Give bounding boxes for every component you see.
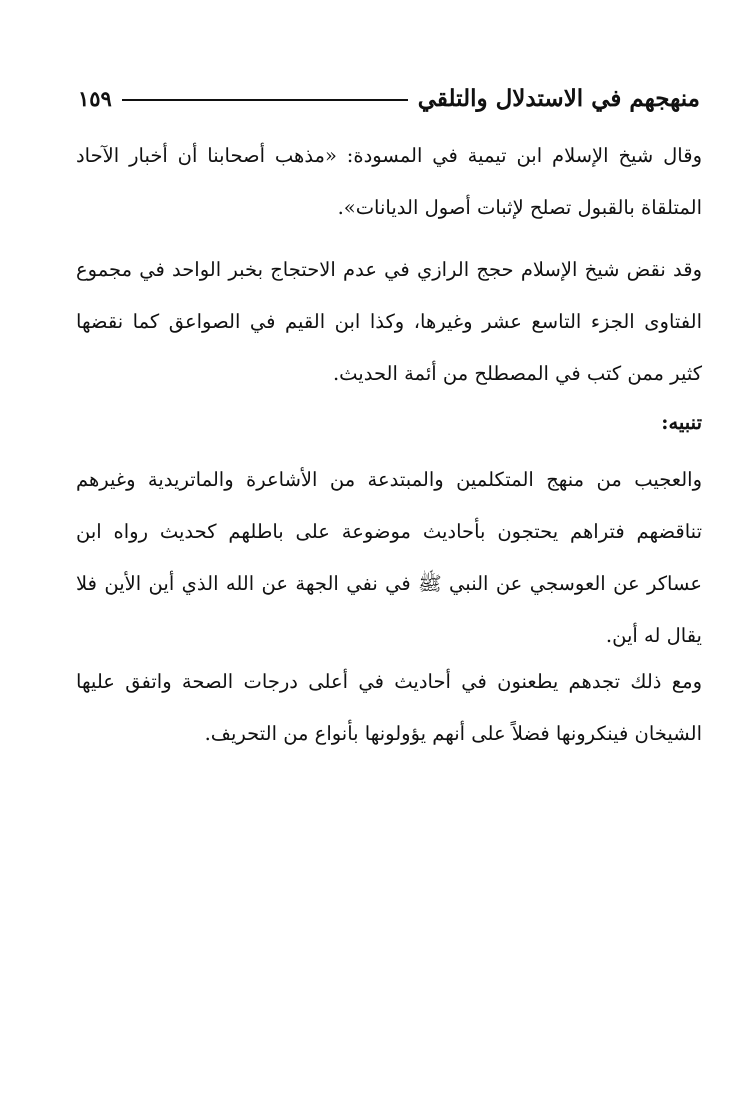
note-heading-text: تنبيه: — [661, 411, 702, 434]
paragraph-2 — [76, 244, 702, 400]
paragraph-1 — [76, 130, 702, 234]
page-header — [78, 78, 700, 118]
paragraph-text: وقال شيخ الإسلام ابن تيمية في المسودة: «مذهب أصحابنا أن أخبار الآحاد المتلقاة بالقبول تصلح لإثبات أصول الديانات». — [76, 144, 702, 219]
paragraph-3 — [76, 454, 702, 662]
note-heading — [76, 397, 702, 449]
paragraph-text: ومع ذلك تجدهم يطعنون في أحاديث في أعلى درجات الصحة واتفق عليها الشيخان فينكرونها فضلاً على أنهم يؤولونها بأنواع من التحريف. — [76, 670, 702, 745]
running-title: منهجهم في الاستدلال والتلقي — [417, 84, 700, 112]
paragraph-4 — [76, 656, 702, 760]
page-number: ١٥٩ — [78, 85, 112, 111]
paragraph-text: وقد نقض شيخ الإسلام حجج الرازي في عدم الاحتجاج بخبر الواحد في مجموع الفتاوى الجزء التاسع عشر وغيرها، وكذا ابن القيم في الصواعق كما نقضها كثير ممن كتب في المصطلح من أئمة الحديث. — [76, 258, 702, 385]
paragraph-text: والعجيب من منهج المتكلمين والمبتدعة من الأشاعرة والماتريدية وغيرهم تناقضهم فتراهم يحتجون بأحاديث موضوعة على باطلهم كحديث رواه ابن عساكر عن العوسجي عن النبي ﷺ في نفي الجهة عن الله الذي أين الأين فلا يقال له أين. — [76, 468, 702, 647]
header-rule — [122, 99, 408, 101]
